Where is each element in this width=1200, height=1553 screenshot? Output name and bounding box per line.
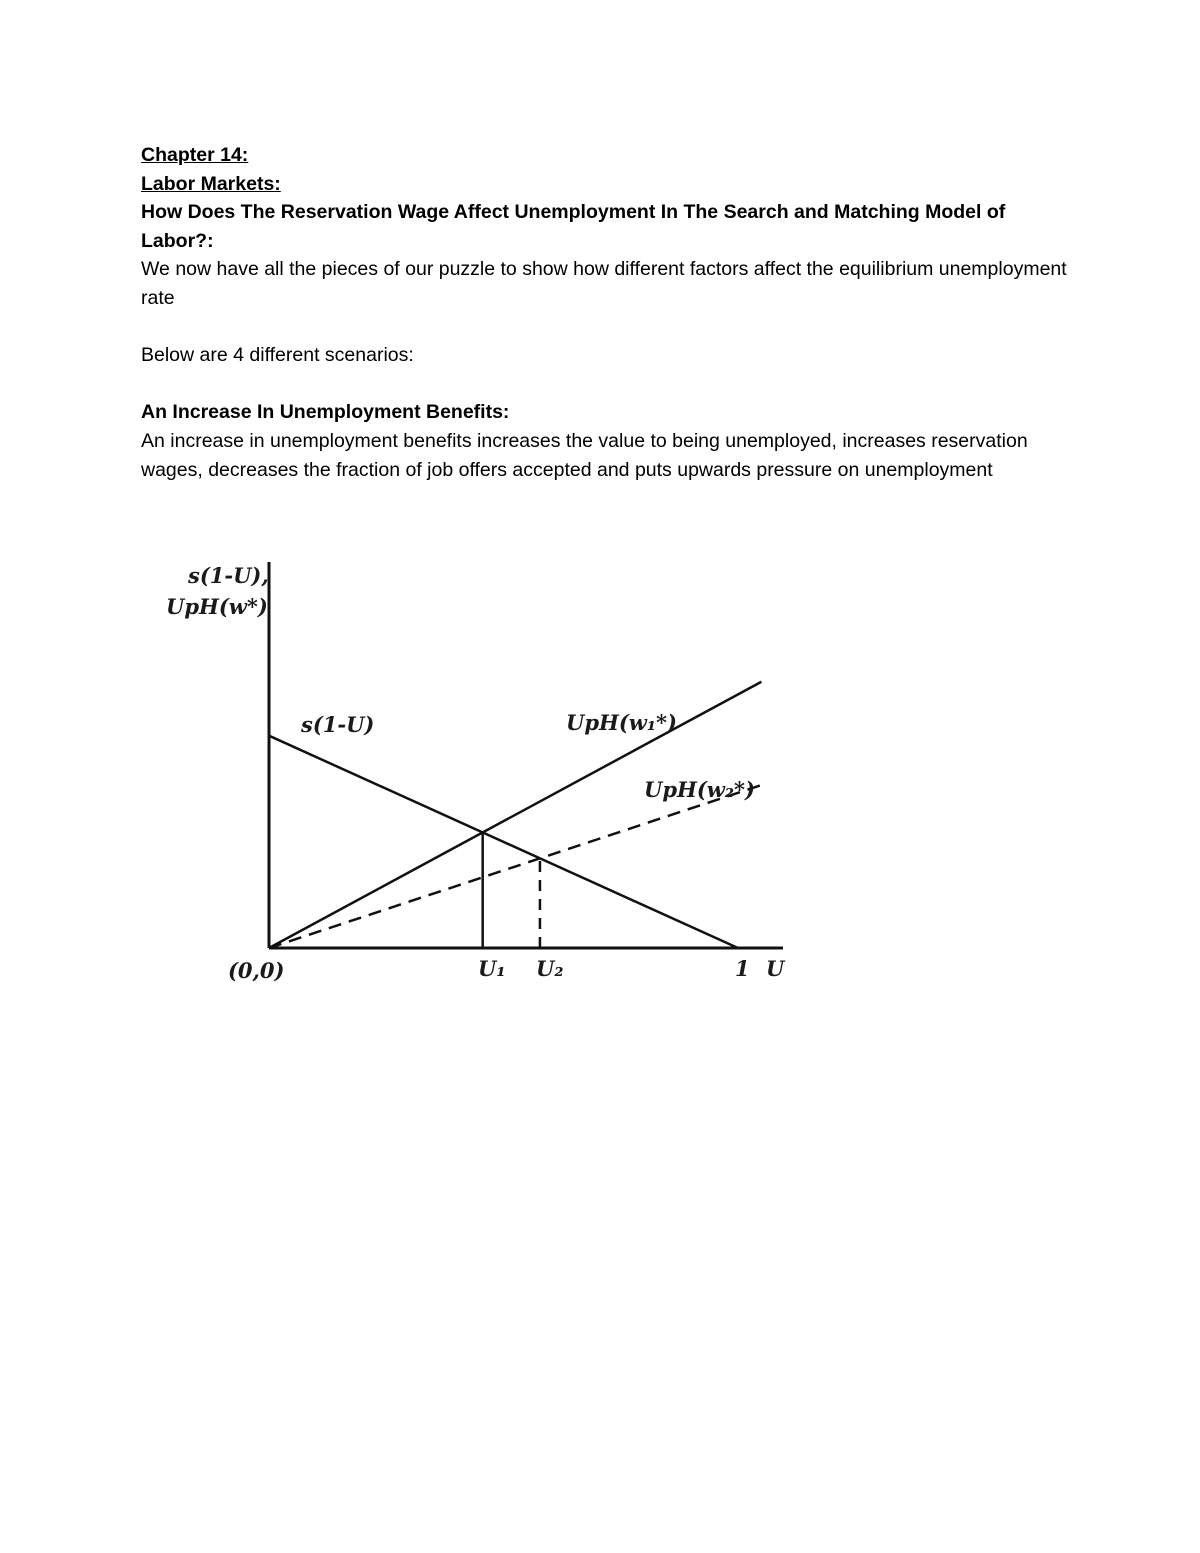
question-heading: How Does The Reservation Wage Affect Unemployment In The Search and Matching Model of Labor?:: [141, 201, 1006, 252]
x-max-label: 1: [735, 956, 750, 981]
series-uph-w2-line: [269, 785, 761, 948]
origin-label: (0,0): [228, 958, 285, 983]
series-uph-w2-label: UpH(w₂*): [644, 777, 755, 802]
scenario-paragraph: An increase in unemployment benefits increases the value to being unemployed, increases reservation wages, decreases the fraction of job offers accepted and puts upwards pressure on unemployment: [141, 429, 1028, 481]
series-uph-w1-label: UpH(w₁*): [566, 710, 677, 735]
marker-u2-label: U₂: [536, 956, 564, 981]
scenarios-intro: Below are 4 different scenarios:: [141, 344, 414, 367]
y-axis-label-line1: s(1-U),: [188, 563, 269, 588]
document-text: [141, 141, 1071, 484]
spacer: [141, 313, 1071, 342]
y-axis-label-line2: UpH(w*): [166, 594, 268, 619]
intro-paragraph: We now have all the pieces of our puzzle to show how different factors affect the equilibrium unemployment rate: [141, 258, 1067, 309]
unemployment-chart: [150, 550, 800, 1000]
spacer: [141, 370, 1071, 399]
marker-u1-label: U₁: [478, 956, 506, 981]
x-axis-label: U: [766, 956, 785, 981]
series-s-line: [269, 736, 738, 948]
section-title: Labor Markets:: [141, 172, 281, 195]
series-s-label: s(1-U): [301, 712, 375, 737]
chapter-title: Chapter 14:: [141, 144, 249, 166]
scenario-heading: An Increase In Unemployment Benefits:: [141, 401, 510, 424]
